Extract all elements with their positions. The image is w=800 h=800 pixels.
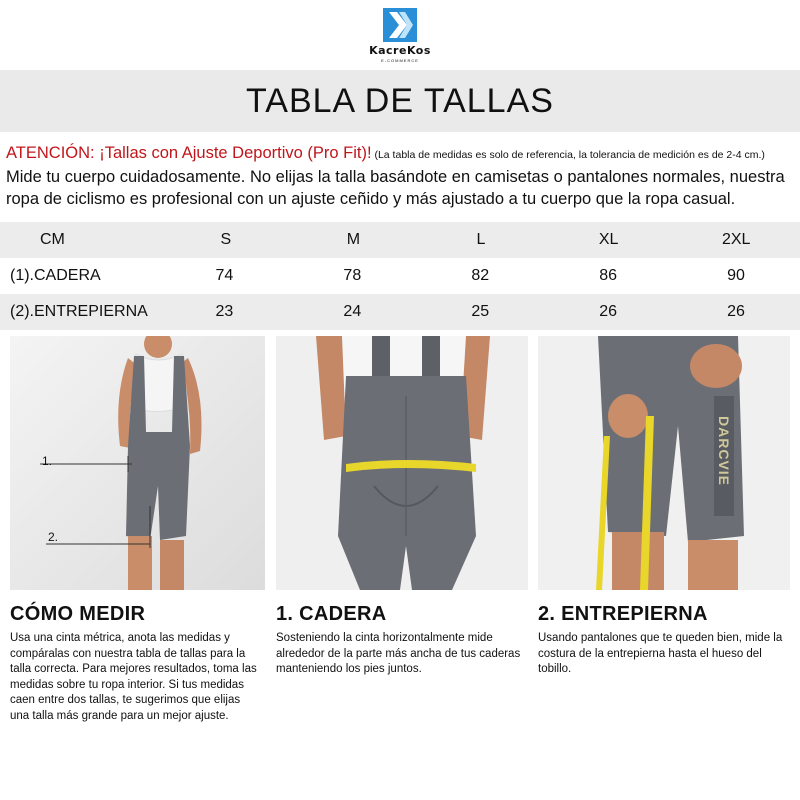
inseam-marker-label: 2. [48, 530, 59, 544]
table-cell: 23 [215, 303, 234, 320]
table-header-cell: 2XL [721, 231, 751, 248]
table-header-cell: CM [40, 231, 65, 248]
table-cell: 78 [343, 267, 362, 284]
how-to-measure-section [10, 603, 260, 724]
fit-notice [6, 142, 798, 210]
table-header-cell: L [476, 231, 486, 248]
table-cell: 25 [471, 303, 490, 320]
inseam-section [538, 603, 788, 678]
page-title: TABLA DE TALLAS [246, 81, 554, 120]
garment-print-text: DARCVIE [716, 416, 732, 487]
table-header-cell: XL [598, 231, 619, 248]
row-label: (1).CADERA [10, 267, 101, 284]
table-cell: 86 [599, 267, 618, 284]
photo-full-body [10, 336, 265, 590]
hip-text: Sosteniendo la cinta horizontalmente mide alrededor de la parte más ancha de tus caderas manteniendo los pies juntos. [276, 632, 521, 675]
how-to-measure-text: Usa una cinta métrica, anota las medidas y compáralas con nuestra tabla de tallas para la talla correcta. Para mejores resultados, toma las medidas sobre tu ropa interior. Si tus medidas caen entre dos tallas, te sugerimos que elijas una talla más grande para un mejor ajuste. [10, 632, 257, 722]
table-cell: 24 [343, 303, 362, 320]
brand-tagline: E-COMMERCE [381, 58, 419, 63]
row-label: (2).ENTREPIERNA [10, 303, 148, 320]
hip-heading: 1. CADERA [276, 603, 387, 625]
notice-body: Mide tu cuerpo cuidadosamente. No elijas la talla basándote en camisetas o pantalones normales, nuestra ropa de ciclismo es profesional con un ajuste ceñido y más ajustado a tu cuerpo que la ropa casual. [6, 168, 785, 208]
brand-logo [350, 8, 450, 68]
table-cell: 74 [215, 267, 234, 284]
photo-hip-measure [276, 336, 528, 590]
size-table [0, 222, 800, 330]
inseam-heading: 2. ENTREPIERNA [538, 603, 708, 625]
how-to-measure-heading: CÓMO MEDIR [10, 603, 146, 625]
table-row [0, 258, 800, 294]
table-cell: 26 [727, 303, 745, 320]
photo-inseam-measure [538, 336, 790, 590]
hip-marker-label: 1. [42, 454, 53, 468]
table-header-cell: S [220, 231, 232, 248]
attention-text: ATENCIÓN: ¡Tallas con Ajuste Deportivo (Pro Fit)! [6, 144, 372, 162]
table-cell: 90 [727, 267, 745, 284]
table-header-cell: M [346, 231, 361, 248]
inseam-text: Usando pantalones que te queden bien, mide la costura de la entrepierna hasta el hueso del tobillo. [538, 632, 783, 675]
title-band [0, 70, 800, 132]
hip-section [276, 603, 526, 678]
table-cell: 82 [471, 267, 490, 284]
table-row [0, 294, 800, 330]
kacrekos-logo-icon [383, 8, 417, 42]
brand-name: KacreKos [369, 44, 431, 57]
reference-note: (La tabla de medidas es solo de referencia, la tolerancia de medición es de 2-4 cm.) [371, 149, 765, 161]
table-cell: 26 [599, 303, 618, 320]
table-header-row [0, 222, 800, 258]
